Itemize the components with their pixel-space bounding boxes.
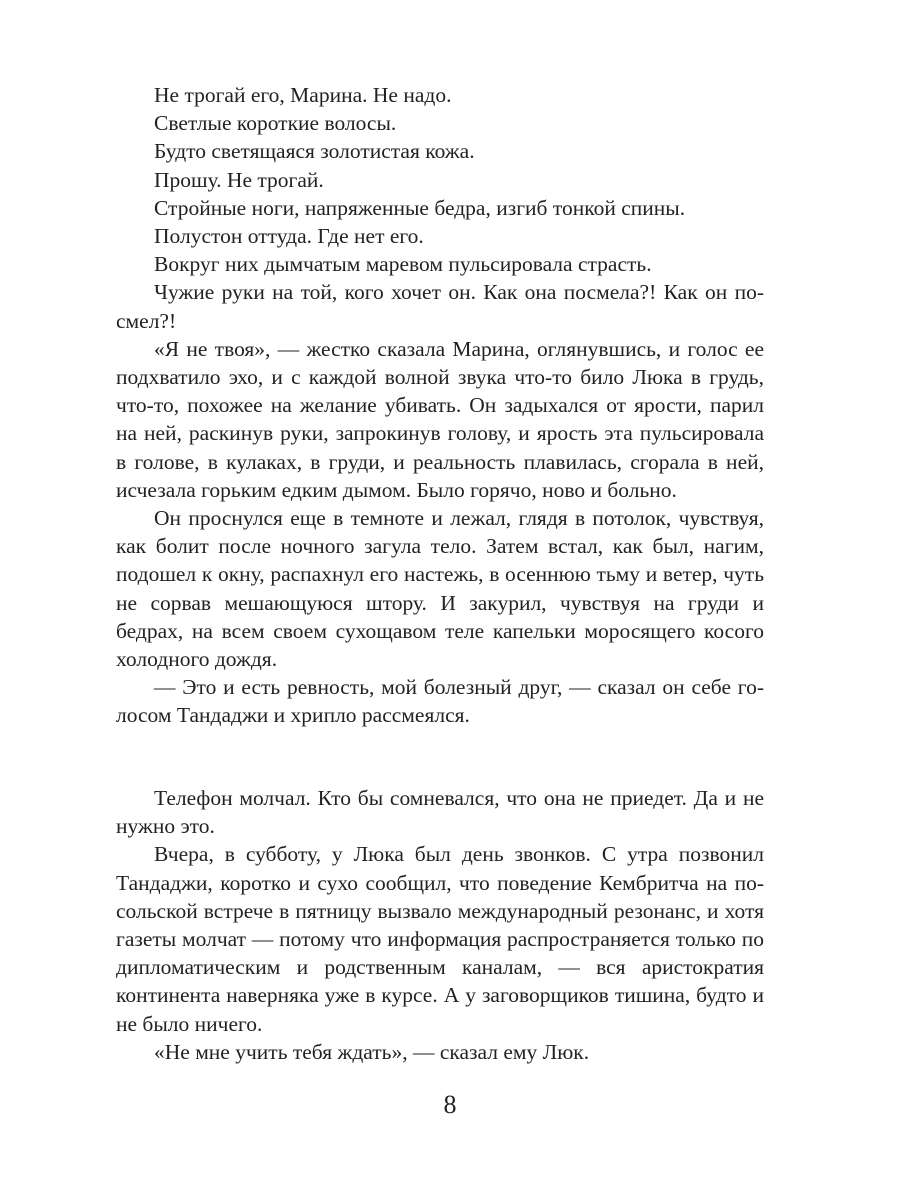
paragraph: Чужие руки на той, кого хочет он. Как она посмела?! Как он посмел?! (116, 280, 764, 333)
paragraph: Стройные ноги, напряженные бедра, изгиб тонкой спины. (154, 195, 686, 220)
paragraph: Полустон оттуда. Где нет его. (154, 224, 424, 249)
paragraph: Не трогай его, Марина. Не надо. (154, 83, 452, 107)
paragraph: Он проснулся еще в темноте и лежал, глядя в потолок, чувствуя, как болит после ночного загула тело. Затем встал, как был, нагим, подошел к окну, распахнул его настежь, в осеннюю тьму и ветер, чуть не сорвав мешающуюся штору. И закурил, чувствуя на груди и бедрах, на всем своем сухощавом теле капельки моросящего косого холодного дождя. (116, 506, 764, 672)
page-number: 8 (443, 1090, 457, 1119)
paragraph: Светлые короткие волосы. (154, 111, 397, 136)
text-block-second (116, 784, 764, 1066)
paragraph: Вокруг них дымчатым маревом пульсировала страсть. (154, 252, 652, 277)
paragraph: Прошу. Не трогай. (154, 167, 324, 192)
paragraph: Будто светящаяся золотистая кожа. (154, 139, 475, 164)
paragraph: — Это и есть ревность, мой болезный друг, — сказал он себе голосом Тандаджи и хрипло рассмеялся. (116, 675, 764, 728)
paragraph: Вчера, в субботу, у Люка был день звонков. С утра позвонил Тандаджи, коротко и сухо сообщил, что поведение Кембритча на посольской встрече в пятницу вызвало международный резонанс, и хотя газеты молчат — потому что информация распространяется только по дипломатическим и родственным каналам, — вся аристократия континента наверняка уже в курсе. А у заговорщиков тишина, будто и не было ничего. (116, 842, 764, 1036)
paragraph: Телефон молчал. Кто бы сомневался, что она не приедет. Да и не нужно это. (116, 786, 764, 839)
text-block-first (116, 81, 764, 730)
paragraph: «Я не твоя», — жестко сказала Марина, оглянувшись, и голос ее подхватило эхо, и с каждой волной звука что-то било Люка в грудь, что-то, похожее на желание убивать. Он задыхался от ярости, парил на ней, раскинув руки, запрокинув голову, и ярость эта пульсировала в голове, в кулаках, в груди, и реальность плавилась, сгорала в ней, исчезала горьким едким дымом. Было горячо, ново и больно. (116, 336, 764, 502)
paragraph: «Не мне учить тебя ждать», — сказал ему Люк. (154, 1039, 590, 1064)
